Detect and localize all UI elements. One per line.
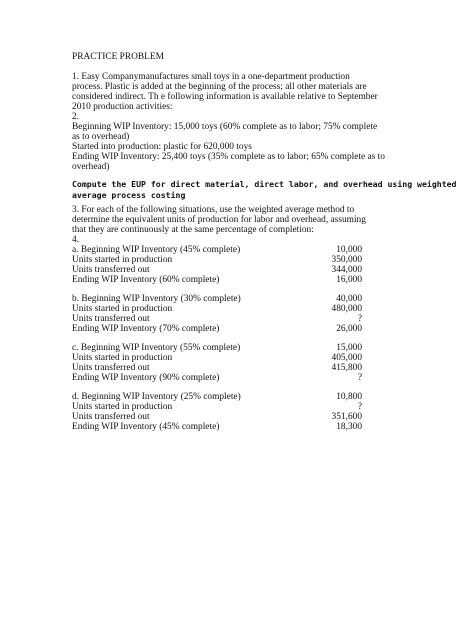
row-label: Ending WIP Inventory (90% complete)	[72, 373, 220, 383]
row-value: 350,000	[331, 255, 362, 265]
situation-row	[72, 412, 362, 422]
row-value: 351,600	[331, 412, 362, 422]
situation-row	[72, 324, 362, 334]
document-title: PRACTICE PROBLEM	[72, 52, 164, 62]
instruction-line: average process costing	[72, 190, 186, 200]
row-value: 480,000	[331, 304, 362, 314]
problem-1-line: Ending WIP Inventory: 25,400 toys (35% complete as to labor; 65% complete as to	[72, 152, 385, 162]
row-value: 405,000	[331, 353, 362, 363]
situation-row	[72, 343, 362, 353]
row-label: Units started in production	[72, 304, 173, 314]
row-label: Units transferred out	[72, 363, 150, 373]
row-value: ?	[357, 373, 362, 383]
row-label: Ending WIP Inventory (45% complete)	[72, 422, 220, 432]
problem-3-line: 4.	[72, 235, 80, 245]
situation-row	[72, 363, 362, 373]
situation-row	[72, 422, 362, 432]
situation-row	[72, 245, 362, 255]
row-value: 415,800	[331, 363, 362, 373]
situation-row	[72, 294, 362, 304]
problem-3-line: determine the equivalent units of production for labor and overhead, assuming	[72, 215, 366, 225]
row-label: c. Beginning WIP Inventory (55% complete)	[72, 343, 241, 353]
row-value: 15,000	[336, 343, 362, 353]
row-label: Units started in production	[72, 255, 173, 265]
problem-1-line: 2.	[72, 112, 80, 122]
row-value: 16,000	[336, 275, 362, 285]
situation-row	[72, 392, 362, 402]
row-value: ?	[357, 402, 362, 412]
problem-1-line: 1. Easy Companymanufactures small toys in a one-department production	[72, 72, 350, 82]
row-value: ?	[357, 314, 362, 324]
situation-row	[72, 353, 362, 363]
row-label: Units started in production	[72, 402, 173, 412]
problem-1-line: overhead)	[72, 162, 110, 172]
row-label: a. Beginning WIP Inventory (45% complete)	[72, 245, 241, 255]
row-label: Ending WIP Inventory (70% complete)	[72, 324, 220, 334]
situation-row	[72, 304, 362, 314]
situation-row	[72, 255, 362, 265]
instruction-line: Compute the EUP for direct material, direct labor, and overhead using weighted	[72, 179, 457, 189]
row-label: Units transferred out	[72, 265, 150, 275]
problem-3-line: 3. For each of the following situations, use the weighted average method to	[72, 205, 355, 215]
situation-row	[72, 402, 362, 412]
problem-1-line: process. Plastic is added at the beginning of the process; all other materials are	[72, 82, 367, 92]
problem-1-line: Beginning WIP Inventory: 15,000 toys (60% complete as to labor; 75% complete	[72, 122, 378, 132]
row-value: 344,000	[331, 265, 362, 275]
row-value: 26,000	[336, 324, 362, 334]
problem-1-line: Started into production: plastic for 620,000 toys	[72, 142, 252, 152]
row-value: 18,300	[336, 422, 362, 432]
row-label: Units transferred out	[72, 412, 150, 422]
row-value: 10,800	[336, 392, 362, 402]
problem-1-line: 2010 production activities:	[72, 102, 173, 112]
situation-row	[72, 265, 362, 275]
row-label: Units started in production	[72, 353, 173, 363]
situation-row	[72, 314, 362, 324]
problem-1-line: considered indirect. Th e following information is available relative to September	[72, 92, 378, 102]
situation-row	[72, 373, 362, 383]
problem-1-line: as to overhead)	[72, 132, 130, 142]
problem-3-line: that they are continuously at the same percentage of completion:	[72, 225, 314, 235]
row-label: Ending WIP Inventory (60% complete)	[72, 275, 220, 285]
row-label: d. Beginning WIP Inventory (25% complete)	[72, 392, 241, 402]
row-label: b. Beginning WIP Inventory (30% complete)	[72, 294, 241, 304]
situation-row	[72, 275, 362, 285]
row-label: Units transferred out	[72, 314, 150, 324]
row-value: 10,000	[336, 245, 362, 255]
row-value: 40,000	[336, 294, 362, 304]
